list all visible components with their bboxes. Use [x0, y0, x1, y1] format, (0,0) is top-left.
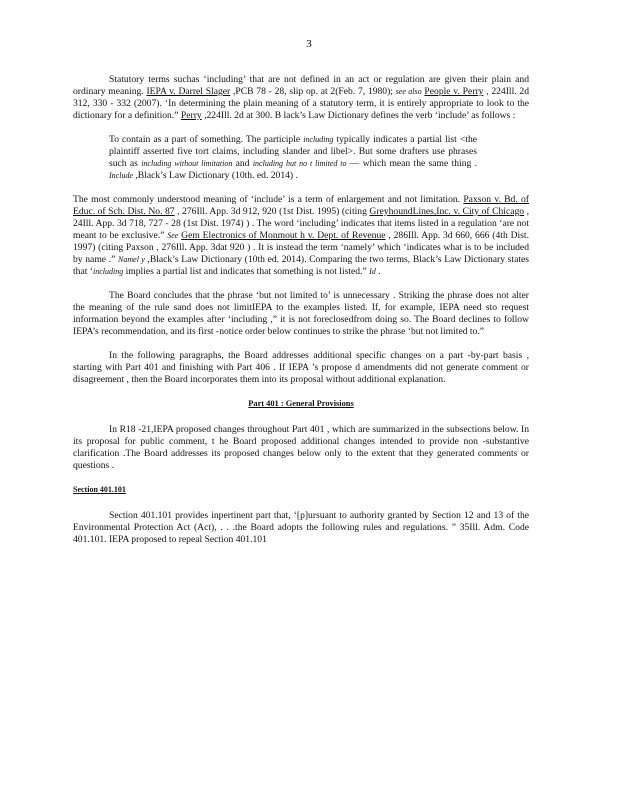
block-quote-definition [73, 134, 529, 182]
signal-see: See [167, 231, 179, 240]
paragraph-part-401-summary: In R18 -21,IEPA proposed changes throughout Part 401 , which are summarized in the subsections below. In its proposal for public comment, t he Board proposed additional changes intended to provide non -substantive clarification .The Board addresses its proposed changes below only to the extent that they generated comments or questions . [73, 424, 529, 471]
text-run: Statutory terms suchas ‘including’ that are not defined in an act or regulation are given their plain and ordinary meaning. [73, 74, 529, 97]
paragraph-following-paragraphs: In the following paragraphs, the Board addresses additional specific changes on a part -by-part basis , starting with Part 401 and finishing with Part 406 . If IEPA ’s propose d amendments did not generate comment or disagreement , then the Board incorporates them into its proposal without additional explanation. [73, 350, 529, 385]
paragraph-section-401-101: Section 401.101 provides inpertinent part that, ‘[p]ursuant to authority granted by Section 12 and 13 of the Environmental Protection Act (Act), . . .the Board adopts the following rules and regulations. ” 35Ill. Adm. Code 401.101. IEPA proposed to repeal Section 401.101 [73, 510, 529, 545]
text-run: implies a partial list and indicates that something is not listed.” [123, 266, 370, 277]
italic-term: including [303, 135, 334, 144]
signal-see-also: see also [395, 87, 422, 96]
page-number: 3 [306, 38, 312, 50]
text-run: , 286Ill. App. 3d 660, 666 (4th Dist. 1997) (citing Paxson , 276Ill. App. 3dat 920 ) . It is instead the term ‘namely’ which ‘indicates what is to be included by name .” [73, 230, 529, 265]
case-citation-perry: People v. Perry [424, 86, 484, 97]
text-run: , 24Ill. App. 3d 718, 727 - 28 (1st Dist. 1974) ) . The word ‘including’ indicates that items listed in a regulation ‘are not meant to be exclusive.” [73, 206, 530, 241]
heading-section-text: Section 401.101 [73, 485, 126, 494]
heading-part-401-text: Part 401 : General Provisions [248, 399, 354, 408]
italic-term: including but no t limited to [252, 159, 347, 168]
text-run: ,224Ill. 2d at 300. B lack’s Law Dictionary defines the verb ‘include’ as follows : [201, 110, 516, 121]
text-run: ,Black’s Law Dictionary (10th ed. 2014). Comparing the two terms, Black’s Law Dictionary states that ‘ [73, 254, 529, 277]
text-run: ,Black’s Law Dictionary (10th. ed. 2014) . [133, 170, 298, 181]
italic-term: including [92, 267, 124, 276]
text-run: — which mean the same thing . [346, 158, 477, 169]
document-body [73, 74, 529, 558]
italic-term: Namel y [118, 255, 145, 264]
paragraph-board-concludes: The Board concludes that the phrase ‘but not limited to’ is unnecessary . Striking the phrase does not alter the meaning of the rule sand does not limitIEPA to the examples listed. If, for example, IEPA need sto request information beyond the examples after ‘including ,” it is not foreclosedfrom doing so. The Board declines to follow IEPA’s recommendation, and its first -notice order below continues to strike the phrase ‘but not limited to.” [73, 290, 529, 337]
text-run: The most commonly understood meaning of ‘include’ is a term of enlargement and not limitation. [73, 194, 464, 205]
case-citation-slager: IEPA v. Darrel Slager [146, 86, 231, 97]
heading-section-401-101 [73, 484, 529, 496]
italic-term: including without limitation [141, 159, 233, 168]
case-citation-perry-short: Perry [180, 110, 202, 121]
case-citation-gem: Gem Electronics of Monmout h v. Dept. of Revenue [181, 230, 386, 241]
heading-part-401 [73, 398, 529, 410]
paragraph-statutory-terms [73, 74, 529, 122]
italic-term: Include [109, 171, 133, 180]
paragraph-meaning-of-include [73, 194, 529, 278]
signal-id: Id [369, 267, 376, 276]
text-run: . [375, 266, 381, 277]
text-run: ,PCB 78 - 28, slip op. at 2(Feb. 7, 1980); [230, 86, 396, 97]
text-run: typically indicates a partial list <the plaintiff asserted five tort claims, including slander and libel>. But some drafters use phrases such as [109, 134, 477, 169]
case-citation-greyhound: GreyhoundLines,Inc. v. City of Chicago [369, 206, 525, 217]
text-run: , 276Ill. App. 3d 912, 920 (1st Dist. 1995) (citing [174, 206, 370, 217]
text-run: , 224Ill. 2d 312, 330 - 332 (2007). ‘In determining the plain meaning of a statutory term, it is entirely appropriate to look to the dictionary for a definition.” [73, 86, 529, 121]
text-run: To contain as a part of something. The participle [109, 134, 304, 145]
text-run: and [232, 158, 253, 169]
case-citation-paxson: Paxson v. Bd. of Educ. of Sch. Dist. No. 87 [73, 194, 529, 217]
